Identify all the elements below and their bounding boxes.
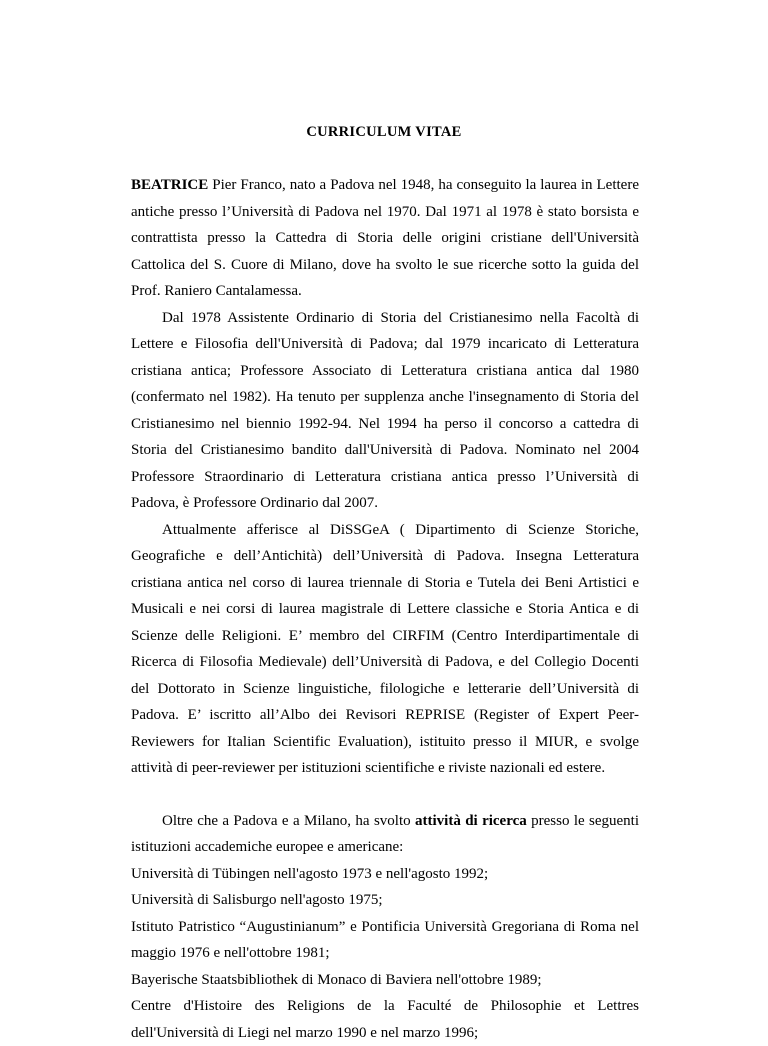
surname: BEATRICE: [131, 177, 209, 193]
research-highlight: attività di ricerca: [415, 812, 527, 829]
document-body: [131, 172, 639, 1046]
list-item: Bayerische Staatsbibliothek di Monaco di Baviera nell'ottobre 1989;: [131, 971, 542, 988]
document-title: CURRICULUM VITAE: [306, 124, 462, 140]
research-intro-after: presso le seguenti istituzioni accademiche europee e americane:: [131, 812, 640, 855]
list-item: Università di Salisburgo nell'agosto 1975;: [131, 892, 383, 908]
list-item: Università di Tübingen nell'agosto 1973 e nell'agosto 1992;: [131, 865, 489, 882]
paragraph-intro-text: Pier Franco, nato a Padova nel 1948, ha conseguito la laurea in Lettere antiche presso l’Università di Padova nel 1970. Dal 1971 al 1978 è stato borsista e contrattista presso la Cattedra di Storia delle origini cristiane dell'Università Cattolica del S. Cuore di Milano, dove ha svolto le sue ricerche sotto la guida del Prof. Raniero Cantalamessa.: [131, 177, 639, 299]
paragraph-career: Dal 1978 Assistente Ordinario di Storia del Cristianesimo nella Facoltà di Lettere e Filosofia dell'Università di Padova; dal 1979 incaricato di Letteratura cristiana antica; Professore Associato di Letteratura cristiana antica dal 1980 (confermato nel 1982). Ha tenuto per supplenza anche l'insegnamento di Storia del Cristianesimo nel biennio 1992-94. Nel 1994 ha perso il concorso a cattedra di Storia del Cristianesimo bandito dall'Università di Padova. Nominato nel 2004 Professore Straordinario di Letteratura cristiana antica presso l’Università di Padova, è Professore Ordinario dal 2007.: [131, 309, 639, 511]
paragraph-intro: [131, 172, 639, 305]
paragraph-current-role: Attualmente afferisce al DiSSGeA ( Dipartimento di Scienze Storiche, Geografiche e dell’Antichità) dell’Università di Padova. Insegna Letteratura cristiana antica nel corso di laurea triennale di Storia e Tutela dei Beni Artistici e Musicali e nei corsi di laurea magistrale di Lettere classiche e Storia Antica e di Scienze delle Religioni. E’ membro del CIRFIM (Centro Interdipartimentale di Ricerca di Filosofia Medievale) dell’Università di Padova, e del Collegio Docenti del Dottorato in Scienze linguistiche, filologiche e letterarie dell’Università di Padova. E’ iscritto all’Albo dei Revisori REPRISE (Register of Expert Peer-Reviewers for Italian Scientific Evaluation), istituito presso il MIUR, e svolge attività di peer-reviewer per istituzioni scientifiche e riviste nazionali ed estere.: [131, 521, 639, 776]
paragraph-research: [131, 808, 639, 861]
research-intro-before: Oltre che a Padova e a Milano, ha svolto: [162, 812, 415, 829]
list-item: Istituto Patristico “Augustinianum” e Pontificia Università Gregoriana di Roma nel maggio 1976 e nell'ottobre 1981;: [131, 918, 639, 961]
list-item: Centre d'Histoire des Religions de la Faculté de Philosophie et Lettres dell'Università di Liegi nel marzo 1990 e nel marzo 1996;: [131, 998, 639, 1041]
